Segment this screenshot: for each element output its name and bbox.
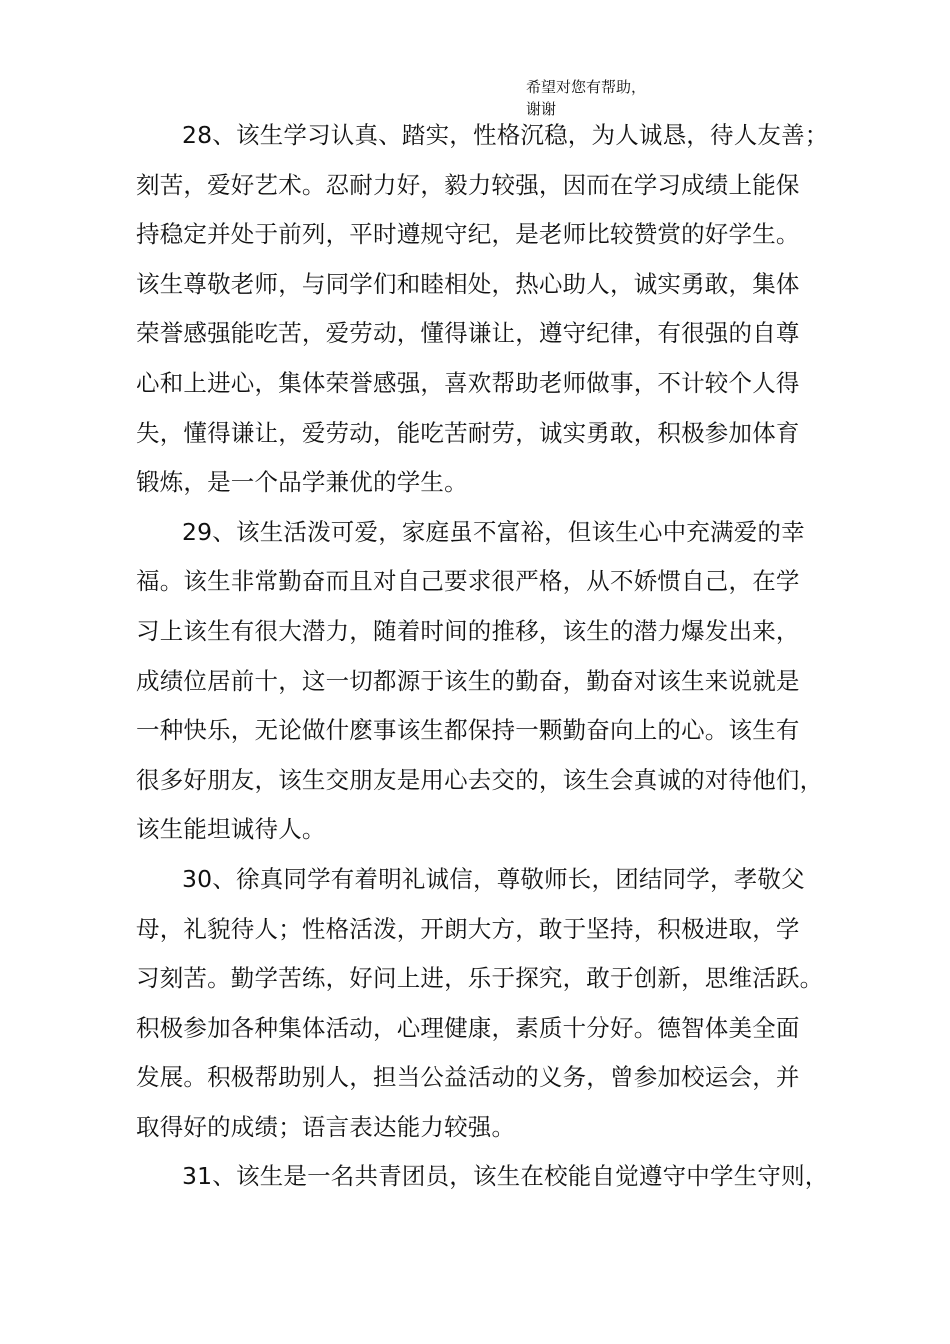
paragraph-line: 该生能坦诚待人。 — [136, 815, 326, 844]
paragraph-line: 成绩位居前十，这一切都源于该生的勤奋，勤奋对该生来说就是 — [136, 666, 800, 695]
paragraph-line: 29、该生活泼可爱，家庭虽不富裕，但该生心中充满爱的幸 — [182, 517, 805, 546]
paragraph-line: 锻炼，是一个品学兼优的学生。 — [136, 468, 468, 497]
paragraph-line: 一种快乐，无论做什麽事该生都保持一颗勤奋向上的心。该生有 — [136, 716, 800, 745]
paragraph-line: 取得好的成绩；语言表达能力较强。 — [136, 1112, 516, 1141]
paragraph-29 — [136, 508, 836, 855]
paragraph-line: 母，礼貌待人；性格活泼，开朗大方，敢于坚持，积极进取，学 — [136, 914, 800, 943]
paragraph-line: 31、该生是一名共青团员，该生在校能自觉遵守中学生守则， — [182, 1162, 829, 1191]
paragraph-line: 心和上进心，集体荣誉感强，喜欢帮助老师做事，不计较个人得 — [136, 368, 800, 397]
body-text — [136, 111, 836, 1202]
paragraph-line: 习上该生有很大潜力，随着时间的推移，该生的潜力爆发出来， — [136, 616, 800, 645]
header-note-line-1: 希望对您有帮助， — [526, 78, 647, 96]
paragraph-line: 30、徐真同学有着明礼诚信，尊敬师长，团结同学，孝敬父 — [182, 864, 805, 893]
paragraph-line: 发展。积极帮助别人，担当公益活动的义务，曾参加校运会，并 — [136, 1063, 800, 1092]
paragraph-line: 习刻苦。勤学苦练，好问上进，乐于探究，敢于创新，思维活跃。 — [136, 964, 824, 993]
paragraph-31 — [136, 1152, 836, 1202]
header-note-line-2: 谢谢 — [526, 100, 557, 118]
paragraph-line: 福。该生非常勤奋而且对自己要求很严格，从不娇惯自己，在学 — [136, 567, 800, 596]
paragraph-line: 积极参加各种集体活动，心理健康，素质十分好。德智体美全面 — [136, 1013, 800, 1042]
paragraph-line: 持稳定并处于前列，平时遵规守纪，是老师比较赞赏的好学生。 — [136, 220, 800, 249]
paragraph-line: 28、该生学习认真、踏实，性格沉稳，为人诚恳，待人友善； — [182, 121, 829, 149]
paragraph-line: 该生尊敬老师，与同学们和睦相处，热心助人，诚实勇敢，集体 — [136, 269, 800, 298]
paragraph-30 — [136, 855, 836, 1153]
paragraph-line: 很多好朋友，该生交朋友是用心去交的，该生会真诚的对待他们， — [136, 765, 824, 794]
paragraph-line: 刻苦，爱好艺术。忍耐力好，毅力较强，因而在学习成绩上能保 — [136, 170, 800, 199]
paragraph-line: 荣誉感强能吃苦，爱劳动，懂得谦让，遵守纪律，有很强的自尊 — [136, 319, 800, 348]
paragraph-28 — [136, 111, 836, 508]
paragraph-line: 失，懂得谦让，爱劳动，能吃苦耐劳，诚实勇敢，积极参加体育 — [136, 418, 800, 447]
